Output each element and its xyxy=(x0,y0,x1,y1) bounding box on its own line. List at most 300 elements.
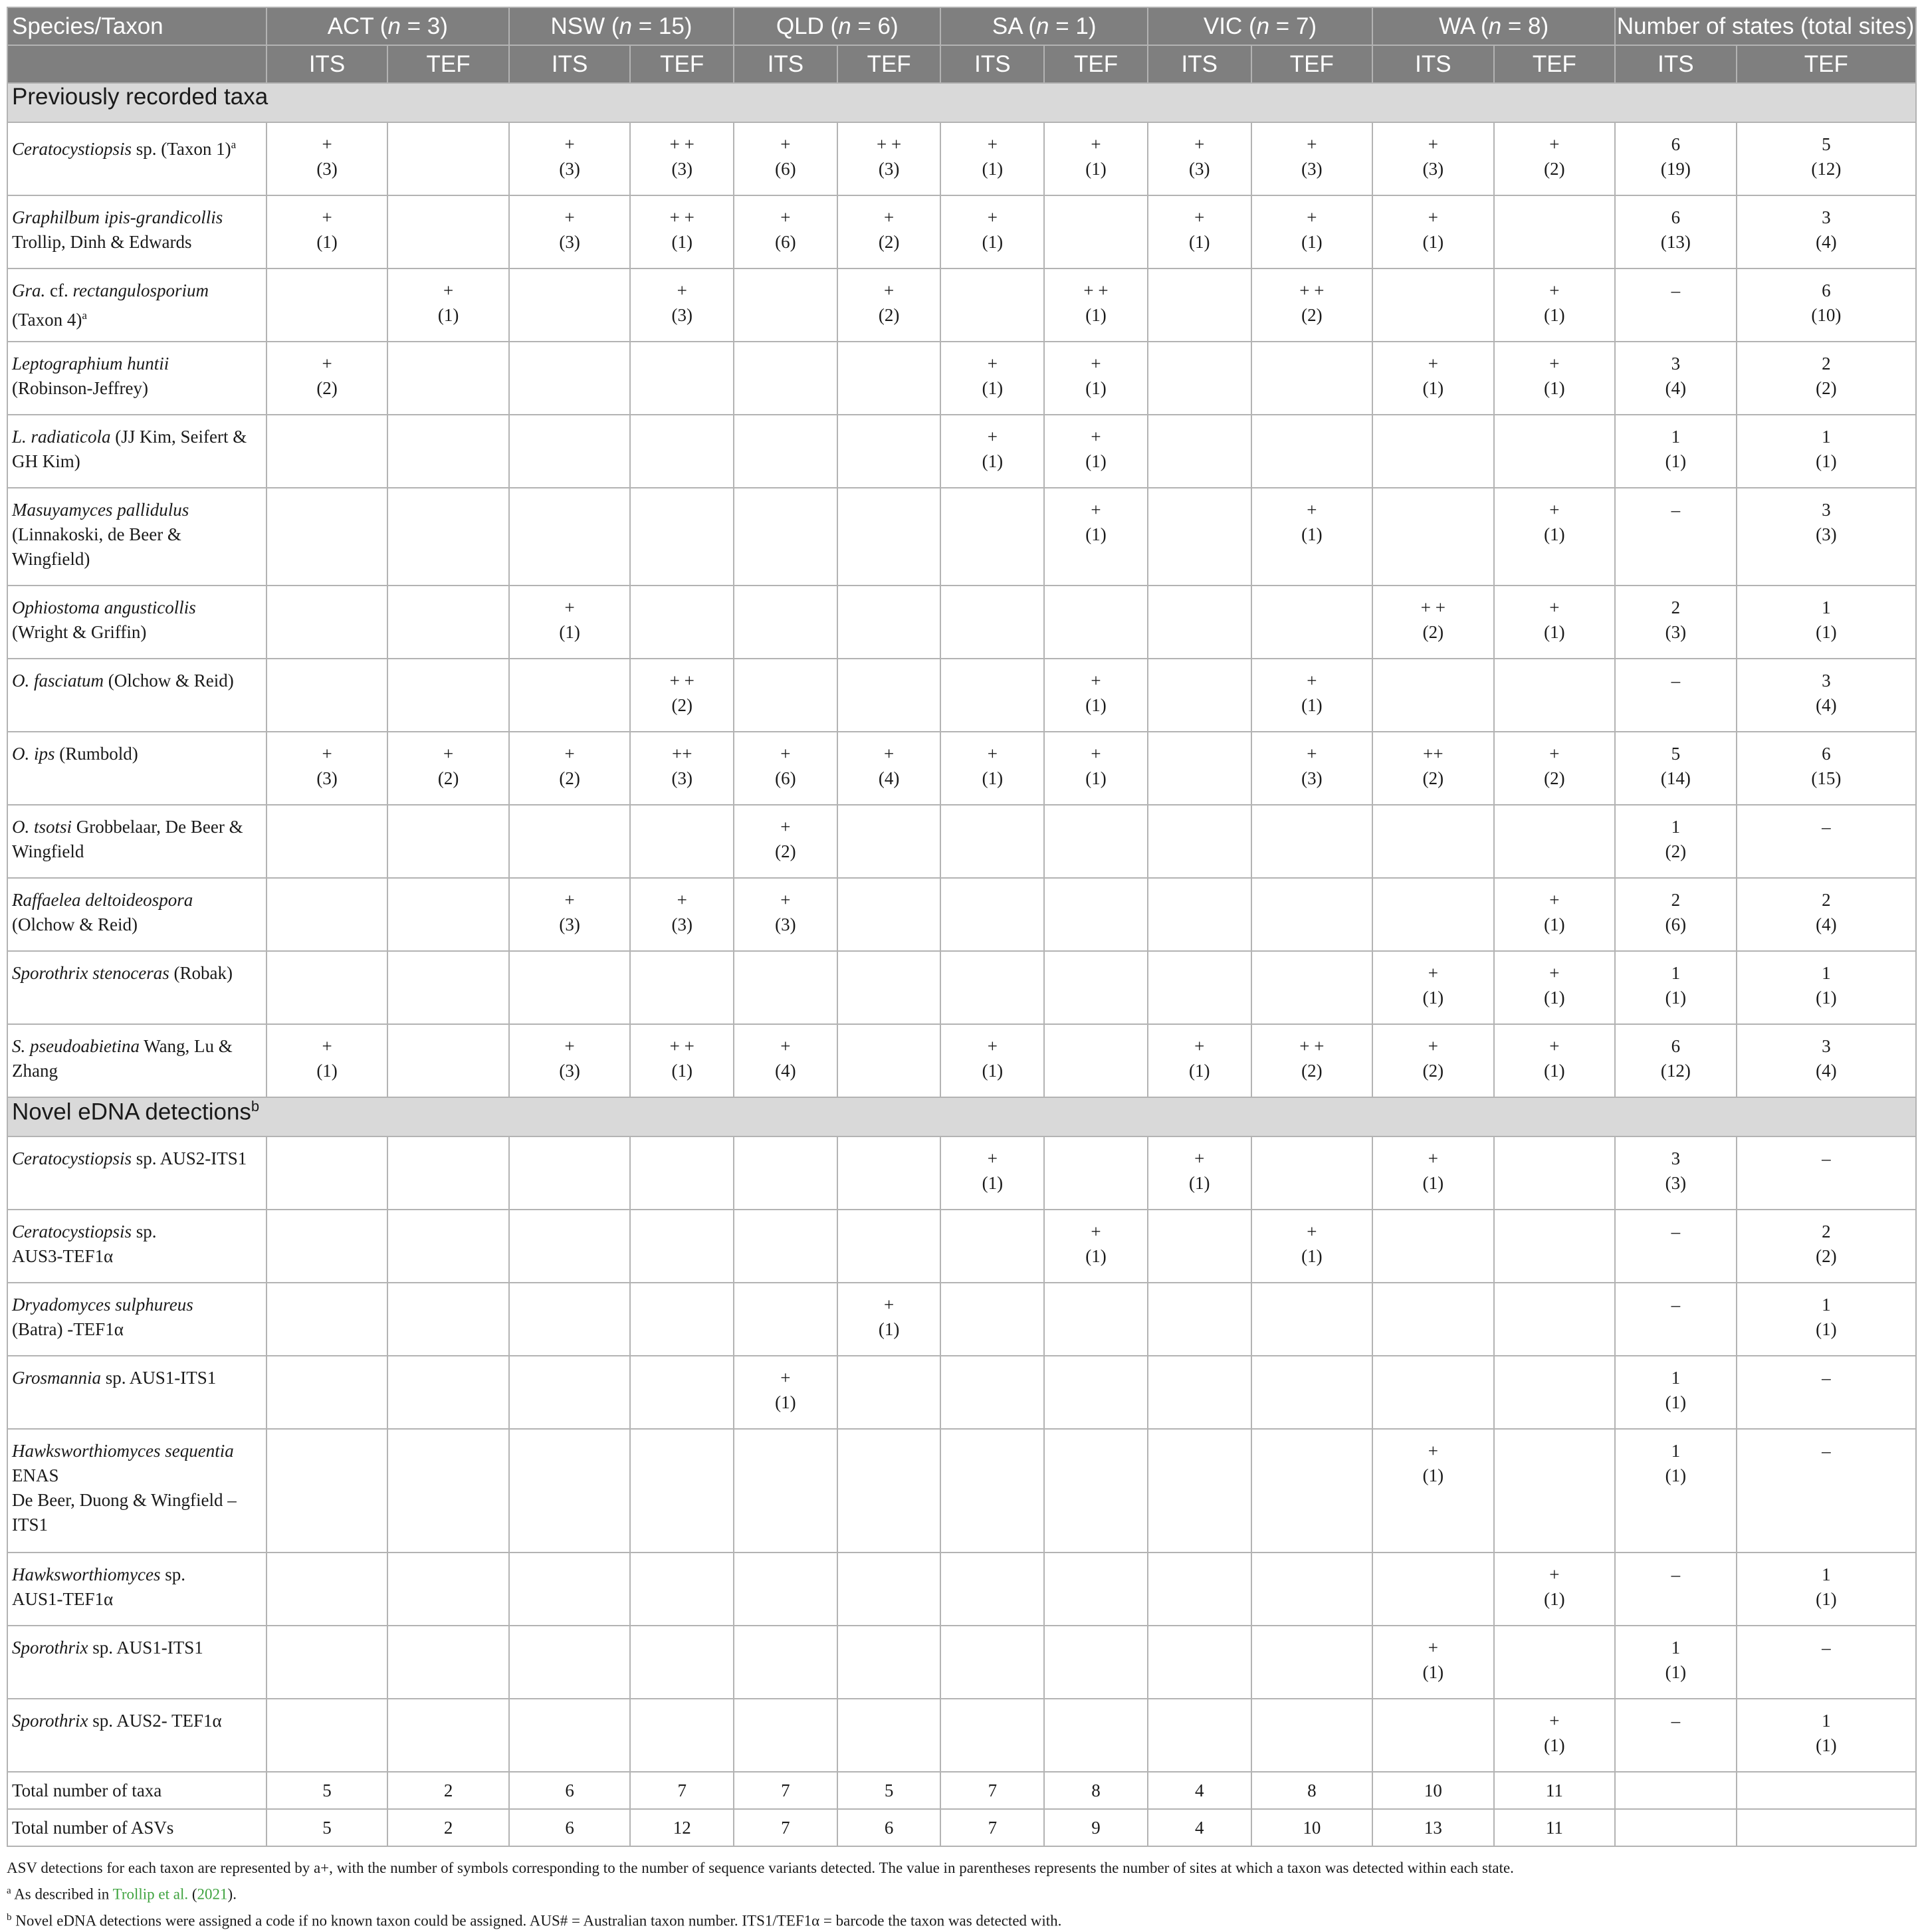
table-cell xyxy=(1372,659,1494,732)
taxon-name: L. radiaticola (JJ Kim, Seifert & GH Kim) xyxy=(7,415,267,488)
totals-cell: 7 xyxy=(734,1809,837,1846)
table-cell xyxy=(940,586,1044,659)
taxon-name: Grosmannia sp. AUS1-ITS1 xyxy=(7,1356,267,1429)
table-cell xyxy=(1251,342,1373,415)
table-cell: 5 (12) xyxy=(1737,122,1916,195)
table-cell: + (1) xyxy=(940,1024,1044,1097)
taxon-name: O. tsotsi Grobbelaar, De Beer & Wingfield xyxy=(7,805,267,878)
table-cell xyxy=(1148,1429,1251,1553)
table-cell: 1 (2) xyxy=(1615,805,1737,878)
totals-row xyxy=(7,1772,1916,1809)
table-cell xyxy=(509,1699,631,1772)
table-cell: + (1) xyxy=(1044,122,1148,195)
table-cell: + (1) xyxy=(940,122,1044,195)
table-row xyxy=(7,1699,1916,1772)
table-cell: + (1) xyxy=(940,1136,1044,1210)
table-cell: + (1) xyxy=(1494,1024,1616,1097)
table-cell xyxy=(1044,586,1148,659)
table-figure xyxy=(7,7,1917,1932)
section-header xyxy=(7,83,1916,122)
table-cell xyxy=(387,195,509,268)
table-cell xyxy=(1494,805,1616,878)
totals-row xyxy=(7,1809,1916,1846)
table-cell: + (2) xyxy=(837,195,941,268)
table-cell xyxy=(1251,1553,1373,1626)
table-cell xyxy=(630,805,734,878)
table-cell xyxy=(837,951,941,1024)
table-cell xyxy=(267,1429,388,1553)
taxon-name: Graphilbum ipis-grandicollis Trollip, Dinh & Edwards xyxy=(7,195,267,268)
table-cell: + (1) xyxy=(267,1024,388,1097)
table-cell: + (1) xyxy=(734,1356,837,1429)
totals-cell: 6 xyxy=(509,1772,631,1809)
table-cell xyxy=(387,1210,509,1283)
table-cell xyxy=(837,342,941,415)
header-marker-tef: TEF xyxy=(1494,45,1616,83)
table-cell: + + (2) xyxy=(1251,1024,1373,1097)
table-cell xyxy=(387,1429,509,1553)
taxon-name: Ceratocystiopsis sp. AUS3-TEF1α xyxy=(7,1210,267,1283)
header-state-2: QLD (n = 6) xyxy=(734,7,940,45)
table-cell xyxy=(940,488,1044,586)
header-marker-tef: TEF xyxy=(387,45,509,83)
table-row xyxy=(7,732,1916,805)
table-cell xyxy=(387,878,509,951)
taxon-name: Sporothrix sp. AUS2- TEF1α xyxy=(7,1699,267,1772)
table-cell xyxy=(267,951,388,1024)
table-cell xyxy=(267,1210,388,1283)
table-cell xyxy=(267,878,388,951)
taxon-name: Ceratocystiopsis sp. (Taxon 1)$^a$ xyxy=(7,122,267,195)
table-cell: + + (2) xyxy=(630,659,734,732)
table-cell xyxy=(1251,1356,1373,1429)
table-cell xyxy=(630,488,734,586)
table-cell xyxy=(1494,1210,1616,1283)
table-cell xyxy=(630,1210,734,1283)
totals-cell: 2 xyxy=(387,1772,509,1809)
table-cell xyxy=(734,1429,837,1553)
table-cell xyxy=(509,1553,631,1626)
totals-label: Total number of taxa xyxy=(7,1772,267,1809)
table-cell: – xyxy=(1615,659,1737,732)
table-cell: – xyxy=(1615,268,1737,342)
totals-cell: 5 xyxy=(267,1772,388,1809)
totals-cell xyxy=(1615,1772,1737,1809)
table-cell: – xyxy=(1615,1699,1737,1772)
header-state-3: SA (n = 1) xyxy=(940,7,1147,45)
table-cell: + (1) xyxy=(1044,342,1148,415)
table-cell: 2 (3) xyxy=(1615,586,1737,659)
table-cell xyxy=(387,1553,509,1626)
table-cell xyxy=(940,268,1044,342)
taxon-name: Gra. cf. rectangulosporium (Taxon 4)$^a$ xyxy=(7,268,267,342)
table-cell: + (1) xyxy=(1494,1553,1616,1626)
header-state-0: ACT (n = 3) xyxy=(267,7,509,45)
table-cell: 6 (19) xyxy=(1615,122,1737,195)
table-cell: – xyxy=(1615,1210,1737,1283)
table-cell xyxy=(1372,1210,1494,1283)
table-cell xyxy=(1251,415,1373,488)
header-marker-tef: TEF xyxy=(1251,45,1373,83)
citation-year-link[interactable]: 2021 xyxy=(197,1885,228,1903)
table-cell: + (1) xyxy=(1372,1626,1494,1699)
taxon-name: Sporothrix sp. AUS1-ITS1 xyxy=(7,1626,267,1699)
totals-cell: 7 xyxy=(940,1772,1044,1809)
table-cell xyxy=(1148,1699,1251,1772)
table-cell xyxy=(734,1136,837,1210)
table-cell xyxy=(630,1553,734,1626)
table-cell xyxy=(509,805,631,878)
table-cell xyxy=(1251,1136,1373,1210)
taxon-name: Sporothrix stenoceras (Robak) xyxy=(7,951,267,1024)
table-cell: – xyxy=(1615,1283,1737,1356)
table-cell xyxy=(1148,659,1251,732)
taxon-name: Leptographium huntii (Robinson-Jeffrey) xyxy=(7,342,267,415)
table-cell xyxy=(509,1429,631,1553)
table-row xyxy=(7,415,1916,488)
totals-cell: 10 xyxy=(1372,1772,1494,1809)
table-cell: 1 (1) xyxy=(1615,1356,1737,1429)
header-row-states xyxy=(7,7,1916,45)
table-cell: + (1) xyxy=(1494,878,1616,951)
table-row xyxy=(7,1136,1916,1210)
table-cell xyxy=(1251,951,1373,1024)
table-cell xyxy=(837,586,941,659)
table-cell xyxy=(1494,1136,1616,1210)
table-cell: + (1) xyxy=(1372,1429,1494,1553)
table-cell xyxy=(1148,805,1251,878)
table-cell: + (1) xyxy=(940,415,1044,488)
header-marker-tef: TEF xyxy=(837,45,941,83)
footnote-legend: ASV detections for each taxon are represented by a+, with the number of symbols corresponding to the number of sequence variants detected. The value in parentheses represents the number of sites at which a taxon was detected within each state. xyxy=(7,1860,1514,1876)
section-header xyxy=(7,1097,1916,1136)
table-cell xyxy=(267,586,388,659)
taxon-name: Ophiostoma angusticollis (Wright & Griffin) xyxy=(7,586,267,659)
table-cell xyxy=(630,1699,734,1772)
table-cell: – xyxy=(1737,1429,1916,1553)
table-cell: + (1) xyxy=(1148,195,1251,268)
header-marker-its: ITS xyxy=(734,45,837,83)
table-cell xyxy=(1044,805,1148,878)
table-row xyxy=(7,195,1916,268)
table-cell: + + (2) xyxy=(1372,586,1494,659)
table-cell xyxy=(1148,415,1251,488)
table-cell: + + (2) xyxy=(1251,268,1373,342)
table-cell xyxy=(509,1356,631,1429)
table-cell xyxy=(940,1553,1044,1626)
taxon-name: Ceratocystiopsis sp. AUS2-ITS1 xyxy=(7,1136,267,1210)
table-cell: + + (1) xyxy=(630,195,734,268)
table-cell xyxy=(1372,1283,1494,1356)
table-cell xyxy=(1372,268,1494,342)
table-cell xyxy=(1148,1553,1251,1626)
table-cell xyxy=(509,951,631,1024)
totals-cell: 6 xyxy=(509,1809,631,1846)
table-cell xyxy=(387,659,509,732)
table-cell: + (3) xyxy=(1251,732,1373,805)
table-cell xyxy=(1044,1136,1148,1210)
table-cell: + (1) xyxy=(509,586,631,659)
table-cell xyxy=(1044,1553,1148,1626)
table-cell xyxy=(734,342,837,415)
table-cell xyxy=(837,805,941,878)
table-cell: 3 (3) xyxy=(1737,488,1916,586)
table-cell: + (1) xyxy=(1251,1210,1373,1283)
footnote-a: $^a$ As described in Trollip et al. (2021). xyxy=(7,1885,237,1903)
table-cell: 2 (4) xyxy=(1737,878,1916,951)
table-cell xyxy=(387,1356,509,1429)
table-cell: + (3) xyxy=(509,878,631,951)
taxon-name: O. ips (Rumbold) xyxy=(7,732,267,805)
table-cell xyxy=(940,805,1044,878)
header-marker-tef: TEF xyxy=(1737,45,1916,83)
table-row xyxy=(7,951,1916,1024)
table-cell: 1 (1) xyxy=(1737,1553,1916,1626)
table-cell: + (1) xyxy=(1494,268,1616,342)
table-cell: + (3) xyxy=(630,268,734,342)
table-cell xyxy=(1372,878,1494,951)
table-cell: + (2) xyxy=(387,732,509,805)
table-cell xyxy=(1494,195,1616,268)
table-row xyxy=(7,1210,1916,1283)
section-title: Previously recorded taxa xyxy=(7,83,1916,122)
table-cell xyxy=(1251,1429,1373,1553)
table-cell xyxy=(837,1210,941,1283)
table-cell xyxy=(267,1283,388,1356)
table-cell: + (1) xyxy=(837,1283,941,1356)
table-cell xyxy=(1494,1356,1616,1429)
table-cell: + (1) xyxy=(1494,488,1616,586)
table-cell: + (6) xyxy=(734,122,837,195)
table-cell xyxy=(387,122,509,195)
table-cell xyxy=(1251,1283,1373,1356)
table-cell xyxy=(1251,586,1373,659)
table-cell xyxy=(630,342,734,415)
table-cell: + + (3) xyxy=(837,122,941,195)
table-cell: + + (3) xyxy=(630,122,734,195)
table-cell: + (3) xyxy=(509,122,631,195)
table-cell xyxy=(734,1626,837,1699)
table-cell xyxy=(734,659,837,732)
table-cell: ++ (3) xyxy=(630,732,734,805)
table-cell xyxy=(1148,1210,1251,1283)
table-cell xyxy=(940,1210,1044,1283)
header-row-markers xyxy=(7,45,1916,83)
table-cell xyxy=(630,1283,734,1356)
section-title: Novel eDNA detections$^b$ xyxy=(7,1097,1916,1136)
table-cell: + + (1) xyxy=(1044,268,1148,342)
table-row xyxy=(7,586,1916,659)
table-cell: 1 (1) xyxy=(1615,951,1737,1024)
table-cell xyxy=(509,1136,631,1210)
footnote-b: $^b$ Novel eDNA detections were assigned a code if no known taxon could be assigned. AUS# = Australian taxon number. ITS1/TEF1α = barcode the taxon was detected with. xyxy=(7,1911,1062,1929)
table-cell: + (1) xyxy=(940,342,1044,415)
taxon-name: S. pseudoabietina Wang, Lu & Zhang xyxy=(7,1024,267,1097)
header-blank xyxy=(7,45,267,83)
table-cell: + (2) xyxy=(837,268,941,342)
totals-cell: 5 xyxy=(837,1772,941,1809)
table-cell xyxy=(1148,488,1251,586)
header-state-1: NSW (n = 15) xyxy=(509,7,734,45)
table-cell: 1 (1) xyxy=(1737,415,1916,488)
table-cell: + (1) xyxy=(1372,951,1494,1024)
table-cell: 1 (1) xyxy=(1615,1626,1737,1699)
table-cell: 6 (12) xyxy=(1615,1024,1737,1097)
table-cell xyxy=(734,1553,837,1626)
table-cell: 2 (2) xyxy=(1737,1210,1916,1283)
table-row xyxy=(7,268,1916,342)
table-cell xyxy=(387,586,509,659)
header-marker-its: ITS xyxy=(1148,45,1251,83)
table-cell xyxy=(1372,1553,1494,1626)
table-cell: + (3) xyxy=(1251,122,1373,195)
table-cell xyxy=(1044,1699,1148,1772)
table-cell: + (1) xyxy=(940,732,1044,805)
table-cell xyxy=(509,415,631,488)
table-cell xyxy=(1148,342,1251,415)
table-cell xyxy=(509,659,631,732)
table-cell xyxy=(1148,586,1251,659)
table-cell: + (1) xyxy=(267,195,388,268)
table-row xyxy=(7,488,1916,586)
table-cell xyxy=(267,488,388,586)
header-marker-tef: TEF xyxy=(630,45,734,83)
taxon-name: O. fasciatum (Olchow & Reid) xyxy=(7,659,267,732)
totals-cell: 4 xyxy=(1148,1809,1251,1846)
totals-cell xyxy=(1615,1809,1737,1846)
table-cell xyxy=(630,586,734,659)
table-cell: 3 (3) xyxy=(1615,1136,1737,1210)
table-cell xyxy=(940,1626,1044,1699)
table-cell xyxy=(734,1699,837,1772)
table-cell: + (4) xyxy=(837,732,941,805)
table-row xyxy=(7,1024,1916,1097)
table-cell xyxy=(1044,1429,1148,1553)
header-marker-tef: TEF xyxy=(1044,45,1148,83)
table-cell xyxy=(837,1699,941,1772)
table-cell xyxy=(837,659,941,732)
table-cell: + (1) xyxy=(1044,732,1148,805)
table-cell xyxy=(940,1356,1044,1429)
table-cell xyxy=(1148,1283,1251,1356)
citation-link[interactable]: Trollip et al. xyxy=(112,1885,189,1903)
table-cell: + (2) xyxy=(734,805,837,878)
table-cell xyxy=(387,1626,509,1699)
table-cell: + (3) xyxy=(267,732,388,805)
table-cell xyxy=(630,951,734,1024)
table-cell xyxy=(1494,1283,1616,1356)
table-cell xyxy=(837,1553,941,1626)
table-cell xyxy=(837,415,941,488)
table-cell xyxy=(1494,1626,1616,1699)
totals-cell: 11 xyxy=(1494,1809,1616,1846)
table-body xyxy=(7,83,1916,1846)
table-cell xyxy=(734,586,837,659)
table-cell xyxy=(630,1626,734,1699)
table-cell xyxy=(1251,878,1373,951)
table-cell xyxy=(1251,1699,1373,1772)
table-cell: + (1) xyxy=(940,195,1044,268)
table-row xyxy=(7,1553,1916,1626)
table-cell xyxy=(1148,951,1251,1024)
table-cell xyxy=(1372,415,1494,488)
table-cell: 2 (2) xyxy=(1737,342,1916,415)
taxon-name: Raffaelea deltoideospora (Olchow & Reid) xyxy=(7,878,267,951)
table-cell xyxy=(734,1283,837,1356)
table-cell xyxy=(1044,1024,1148,1097)
table-cell xyxy=(630,1136,734,1210)
table-cell: + (1) xyxy=(1251,659,1373,732)
table-cell: + (1) xyxy=(1148,1024,1251,1097)
table-cell xyxy=(267,1136,388,1210)
header-state-4: VIC (n = 7) xyxy=(1148,7,1372,45)
table-cell xyxy=(1251,805,1373,878)
table-cell xyxy=(940,951,1044,1024)
header-state-6: Number of states (total sites) xyxy=(1615,7,1916,45)
table-cell: + (1) xyxy=(1148,1136,1251,1210)
table-row xyxy=(7,1429,1916,1553)
table-row xyxy=(7,122,1916,195)
table-cell: + (2) xyxy=(1372,1024,1494,1097)
table-cell xyxy=(509,1283,631,1356)
header-marker-its: ITS xyxy=(267,45,388,83)
table-cell xyxy=(734,268,837,342)
table-cell xyxy=(837,878,941,951)
table-cell: + (6) xyxy=(734,732,837,805)
table-cell: – xyxy=(1737,805,1916,878)
species-table xyxy=(7,7,1917,1847)
table-cell xyxy=(267,1356,388,1429)
table-cell: 6 (15) xyxy=(1737,732,1916,805)
table-cell xyxy=(1148,1356,1251,1429)
taxon-name: Masuyamyces pallidulus (Linnakoski, de Beer & Wingfield) xyxy=(7,488,267,586)
totals-cell xyxy=(1737,1772,1916,1809)
totals-cell: 13 xyxy=(1372,1809,1494,1846)
table-cell xyxy=(940,1699,1044,1772)
totals-cell: 9 xyxy=(1044,1809,1148,1846)
totals-label: Total number of ASVs xyxy=(7,1809,267,1846)
table-cell: 6 (10) xyxy=(1737,268,1916,342)
totals-cell: 7 xyxy=(940,1809,1044,1846)
table-cell: 1 (1) xyxy=(1615,1429,1737,1553)
totals-cell: 10 xyxy=(1251,1809,1373,1846)
table-cell xyxy=(387,1024,509,1097)
table-cell xyxy=(1148,268,1251,342)
table-cell xyxy=(387,951,509,1024)
taxon-name: Hawksworthiomyces sp. AUS1-TEF1α xyxy=(7,1553,267,1626)
table-cell: + (1) xyxy=(1494,1699,1616,1772)
table-cell xyxy=(1372,1356,1494,1429)
totals-cell: 6 xyxy=(837,1809,941,1846)
table-cell: – xyxy=(1737,1626,1916,1699)
table-cell: + (3) xyxy=(1148,122,1251,195)
table-row xyxy=(7,659,1916,732)
table-cell: + (1) xyxy=(1494,342,1616,415)
taxon-name: Dryadomyces sulphureus (Batra) -TEF1α xyxy=(7,1283,267,1356)
table-cell: + + (1) xyxy=(630,1024,734,1097)
table-cell xyxy=(387,1699,509,1772)
header-marker-its: ITS xyxy=(940,45,1044,83)
totals-cell: 5 xyxy=(267,1809,388,1846)
table-cell: 1 (1) xyxy=(1737,1699,1916,1772)
table-cell: + (1) xyxy=(1372,195,1494,268)
table-cell xyxy=(1148,878,1251,951)
table-cell: 5 (14) xyxy=(1615,732,1737,805)
table-cell xyxy=(837,1626,941,1699)
table-cell xyxy=(267,659,388,732)
table-cell xyxy=(734,1210,837,1283)
table-cell xyxy=(940,878,1044,951)
